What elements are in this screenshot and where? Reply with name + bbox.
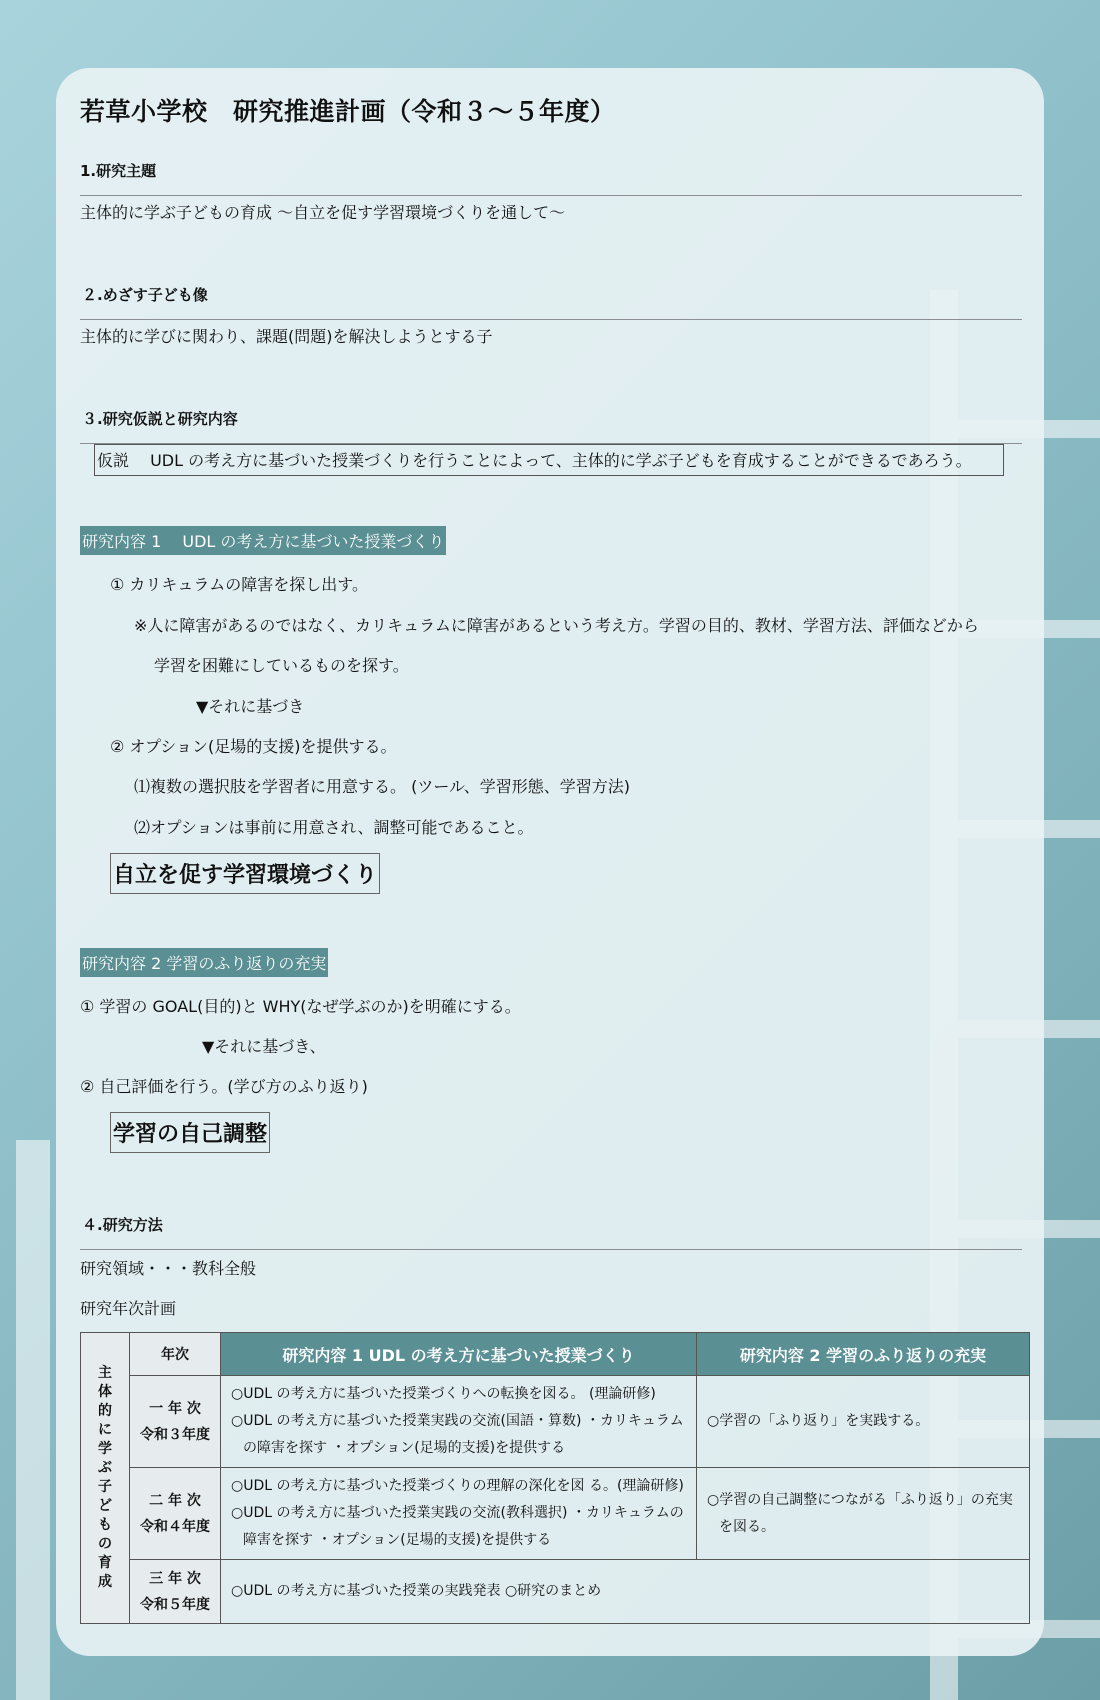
- content-1-arrow: ▼それに基づき: [196, 697, 305, 716]
- annual-plan-label: 研究年次計画: [80, 1299, 177, 1318]
- combined-content-cell: [221, 1560, 1030, 1624]
- content-1-note-line-1: ※人に障害があるのではなく、カリキュラムに障害があるという考え方。学習の目的、教材、学習方法、評価などから: [134, 616, 979, 635]
- side-label-char: 子: [98, 1479, 112, 1495]
- content-1-item-2: ② オプション(足場的支援)を提供する。: [110, 737, 397, 756]
- table-row: [81, 1560, 1030, 1624]
- cell-line: ○UDL の考え方に基づいた授業実践の交流(教科選択) ・カリキュラムの: [231, 1505, 684, 1521]
- table-row: [81, 1468, 1030, 1560]
- cell-line: ○UDL の考え方に基づいた授業づくりへの転換を図る。 (理論研修): [231, 1386, 656, 1402]
- section-4-heading: ４.研究方法: [82, 1216, 163, 1234]
- side-label-char: 成: [98, 1574, 112, 1590]
- year-cell: [130, 1468, 221, 1560]
- side-label-char: ぶ: [98, 1460, 112, 1476]
- side-label-char: も: [98, 1517, 112, 1533]
- content-1-sub-1: ⑴複数の選択肢を学習者に用意する。 (ツール、学習形態、学習方法): [134, 777, 630, 796]
- side-label-char: に: [98, 1422, 112, 1438]
- content-1-cell: [221, 1468, 697, 1560]
- table-row: [81, 1376, 1030, 1468]
- table-header-row: [81, 1333, 1030, 1376]
- research-field: 研究領域・・・教科全般: [80, 1259, 257, 1278]
- header-content-1: 研究内容 1 UDL の考え方に基づいた授業づくり: [221, 1333, 697, 1376]
- content-1-sub-2: ⑵オプションは事前に用意され、調整可能であること。: [134, 818, 534, 837]
- section-1-heading: 1.研究主題: [80, 162, 157, 180]
- section-1-body: 主体的に学ぶ子どもの育成 ～自立を促す学習環境づくりを通して～: [80, 203, 566, 222]
- divider: [80, 195, 1022, 196]
- era-year-label: 令和４年度: [140, 1518, 210, 1535]
- side-label-char: 的: [98, 1403, 112, 1419]
- side-label-char: 育: [98, 1555, 112, 1571]
- cell-line: を図る。: [719, 1518, 775, 1535]
- header-content-2: 研究内容 2 学習のふり返りの充実: [697, 1333, 1030, 1376]
- divider: [80, 1249, 1022, 1250]
- content-1-cell: [221, 1376, 697, 1468]
- year-cell: [130, 1560, 221, 1624]
- side-label-char: ど: [98, 1498, 112, 1514]
- side-label: [82, 1364, 128, 1592]
- side-label-char: 主: [98, 1365, 112, 1381]
- era-year-label: 令和５年度: [140, 1596, 210, 1613]
- era-year-label: 令和３年度: [140, 1426, 210, 1443]
- document-panel: [56, 68, 1044, 1656]
- cell-line: ○学習の自己調整につながる「ふり返り」の充実: [707, 1491, 1013, 1508]
- content-1-item-1: ① カリキュラムの障害を探し出す。: [110, 575, 368, 594]
- cell-line: ○UDL の考え方に基づいた授業づくりの理解の深化を図 る。(理論研修): [231, 1478, 684, 1494]
- year-label: 二 年 次: [149, 1492, 201, 1509]
- cell-line: ○UDL の考え方に基づいた授業実践の交流(国語・算数) ・カリキュラム: [231, 1413, 684, 1429]
- side-label-char: 学: [98, 1441, 112, 1457]
- content-2-cell: [697, 1468, 1030, 1560]
- content-2-result-box: 学習の自己調整: [110, 1112, 270, 1153]
- annual-plan-table: [80, 1332, 1030, 1624]
- content-1-note-line-2: 学習を困難にしているものを探す。: [154, 656, 409, 675]
- divider: [80, 319, 1022, 320]
- content-2-arrow: ▼それに基づき、: [202, 1037, 326, 1056]
- year-cell: [130, 1376, 221, 1468]
- cell-line: ○学習の「ふり返り」を実践する。: [707, 1413, 930, 1429]
- side-label-cell: [81, 1333, 130, 1624]
- header-year: 年次: [130, 1333, 221, 1376]
- side-label-char: 体: [98, 1384, 112, 1400]
- cell-line: の障害を探す ・オプション(足場的支援)を提供する: [243, 1440, 566, 1456]
- year-label: 一 年 次: [149, 1400, 201, 1417]
- section-2-body: 主体的に学びに関わり、課題(問題)を解決しようとする子: [80, 327, 493, 346]
- section-2-heading: ２.めざす子ども像: [82, 286, 208, 304]
- cell-line: 障害を探す ・オプション(足場的支援)を提供する: [243, 1532, 552, 1548]
- content-2-tag: 研究内容 2 学習のふり返りの充実: [80, 948, 328, 977]
- side-label-char: の: [98, 1536, 112, 1552]
- cell-line: ○UDL の考え方に基づいた授業の実践発表 ○研究のまとめ: [231, 1583, 602, 1599]
- background-ladder-rail: [16, 1140, 50, 1700]
- content-1-tag: 研究内容 1 UDL の考え方に基づいた授業づくり: [80, 526, 446, 555]
- content-2-item-2: ② 自己評価を行う。(学び方のふり返り): [80, 1077, 368, 1096]
- content-2-item-1: ① 学習の GOAL(目的)と WHY(なぜ学ぶのか)を明確にする。: [80, 997, 521, 1016]
- content-1-result-box: 自立を促す学習環境づくり: [110, 853, 380, 894]
- content-2-cell: [697, 1376, 1030, 1468]
- section-3-heading: ３.研究仮説と研究内容: [82, 410, 238, 428]
- page-title: 若草小学校 研究推進計画（令和３～５年度）: [80, 97, 616, 126]
- year-label: 三 年 次: [149, 1570, 201, 1587]
- hypothesis-box: 仮説 UDL の考え方に基づいた授業づくりを行うことによって、主体的に学ぶ子どもを育成することができるであろう。: [94, 444, 1004, 476]
